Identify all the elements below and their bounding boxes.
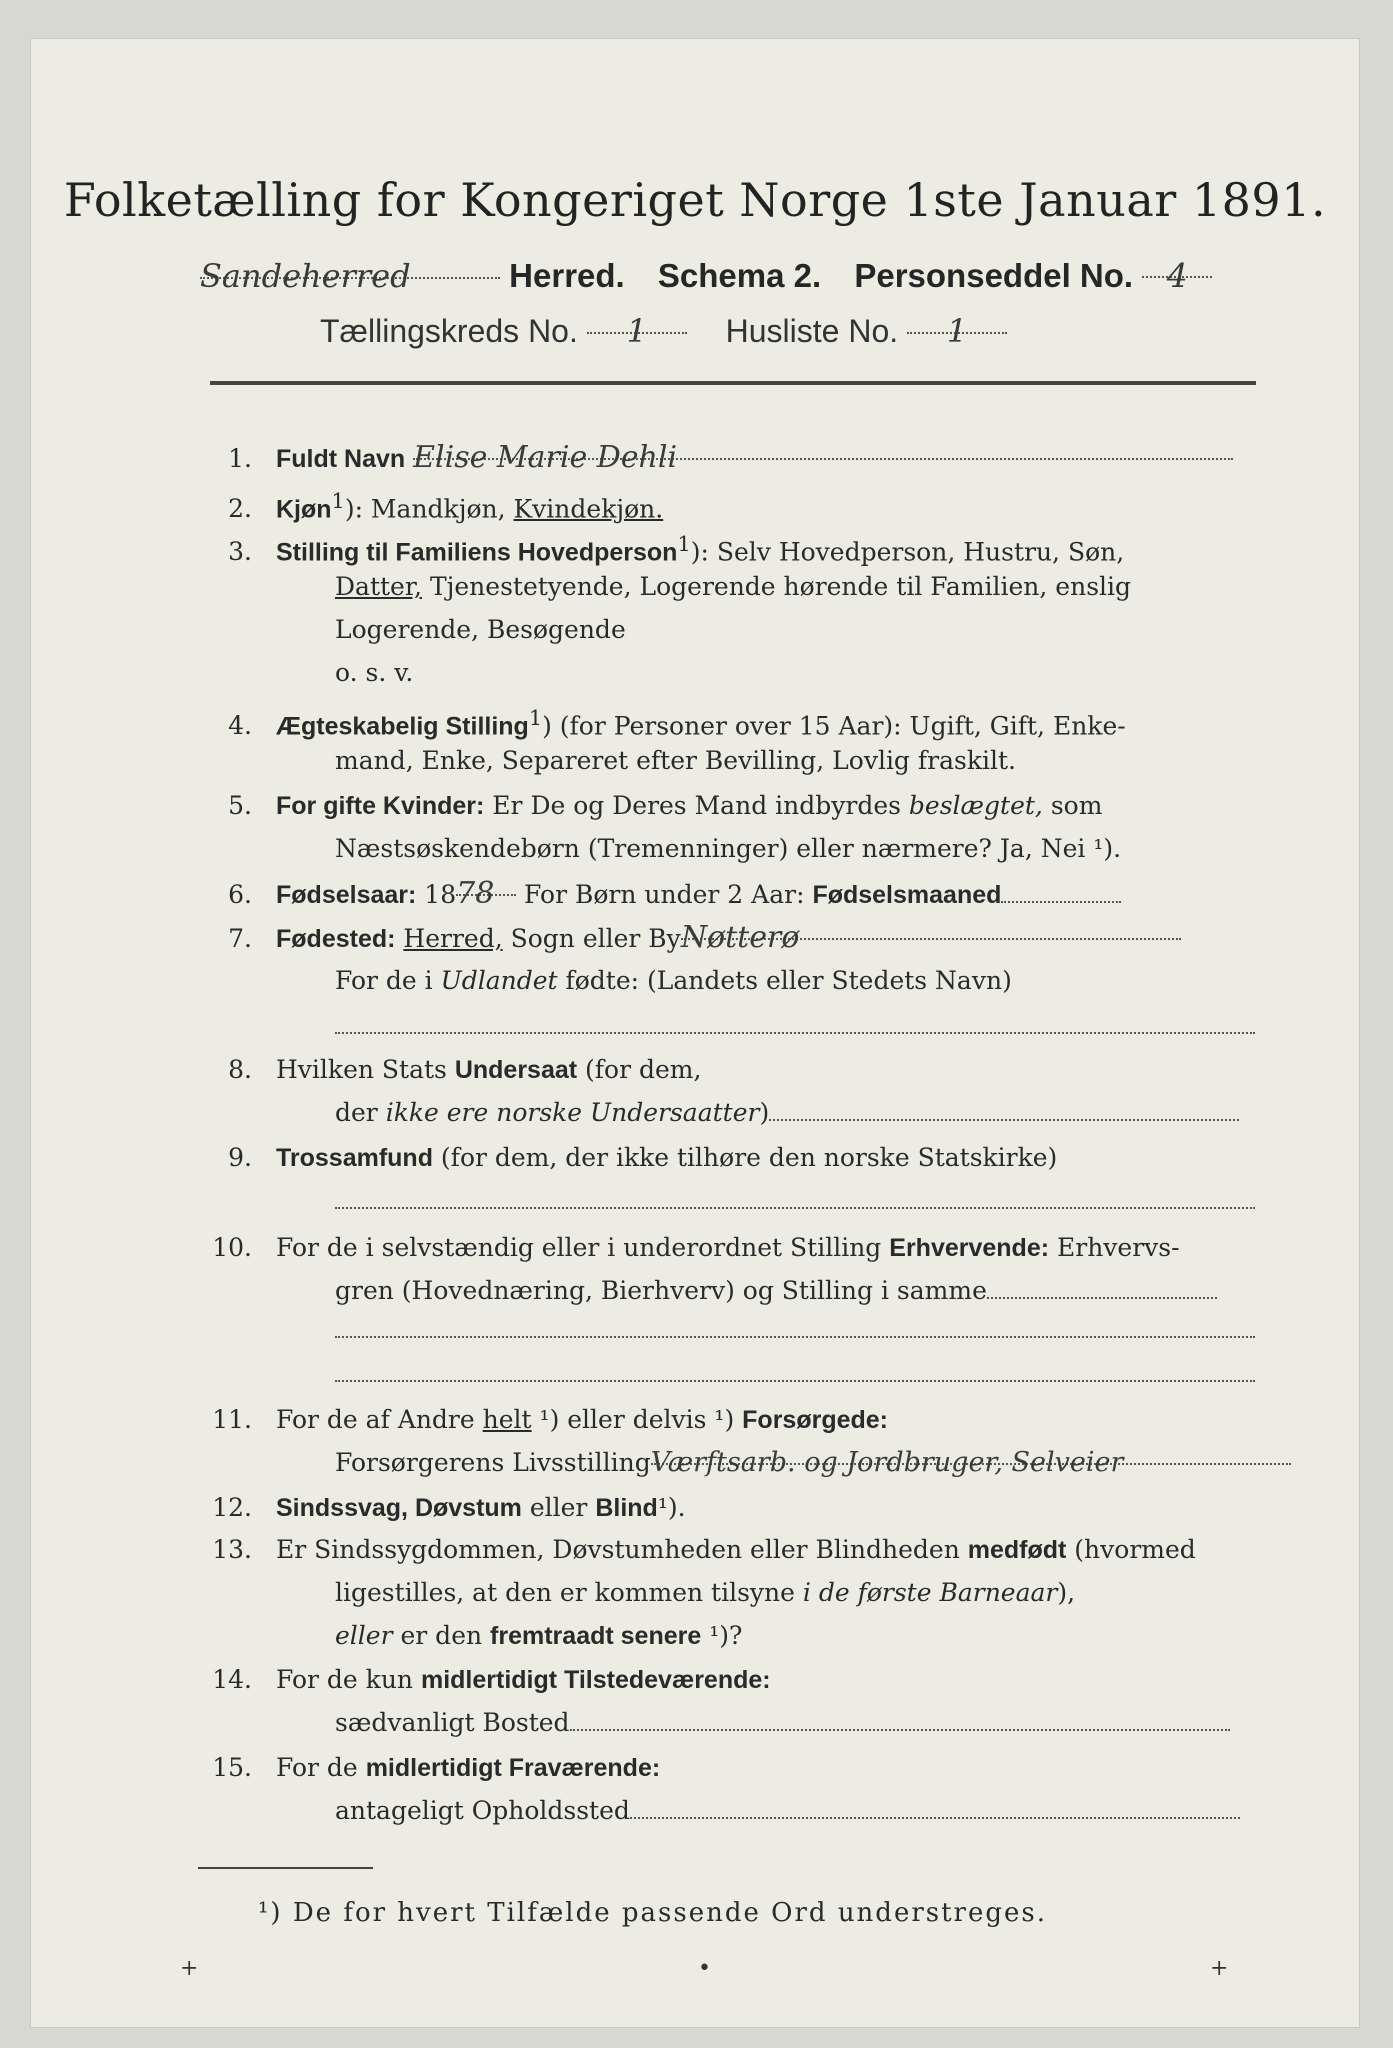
personseddel-label: Personseddel No. [854,257,1134,294]
item-8-text1a: Hvilken Stats [276,1055,455,1084]
item-7-blank-line [335,1031,1255,1034]
item-1-num: 1. [228,444,252,473]
item-11-num: 11. [212,1405,252,1434]
item-5 [200,786,1240,826]
item-15-label: midlertidigt Fraværende: [365,1754,661,1782]
item-13-text1b: (hvormed [1066,1535,1196,1564]
item-6-label2: Fødselsmaaned [812,881,1002,909]
item-6-year: 78 [456,874,516,896]
item-2-num: 2. [228,494,252,524]
item-8-dotfill [769,1099,1239,1121]
item-2 [200,481,1240,529]
item-8-text1b: (for dem, [577,1055,702,1084]
personseddel-no: 4 [1142,256,1212,278]
item-13-line2 [335,1573,1075,1613]
item-5-num: 5. [228,791,252,820]
item-3-num: 3. [228,537,252,567]
item-12-label2: Blind [595,1494,658,1522]
item-7-italic2: Udlandet [440,966,558,995]
item-8-text2a: der [335,1098,386,1127]
item-10-label: Erhvervende: [889,1234,1050,1262]
item-7-line2 [335,961,1012,1001]
footnote: ¹) De for hvert Tilfælde passende Ord understreges. [258,1898,1048,1928]
item-7-num: 7. [228,924,252,953]
item-8-italic2: ikke ere norske Undersaatter [385,1098,760,1127]
item-13-italic3: eller [335,1621,393,1650]
item-14-line2 [335,1703,1230,1743]
item-9-blank-line [335,1206,1255,1209]
item-6-label: Fødselsaar: [276,881,417,909]
item-3-text2: Tjenestetyende, Logerende hørende til Familien, enslig [422,572,1132,601]
item-6-num: 6. [228,880,252,909]
item-13-label3: fremtraadt senere [490,1622,702,1650]
item-10-text1b: Erhvervs- [1049,1233,1180,1262]
item-3-sup: 1 [677,532,691,556]
item-14-text1: For de kun [276,1665,421,1694]
item-7-answer: Nøtterø [681,918,1181,940]
item-13-text3a: er den [392,1621,491,1650]
item-15-text1: For de [276,1753,366,1782]
item-7-text: Sogn eller By [502,924,681,953]
item-11-text1a: For de af Andre [276,1405,483,1434]
item-4 [200,698,1240,746]
kreds-no: 1 [587,312,687,334]
schema-label: Schema 2. [657,257,822,294]
item-11-underlined: helt [482,1405,532,1434]
item-3-line2 [335,567,1131,607]
item-10 [200,1228,1240,1268]
item-13-text1a: Er Sindssygdommen, Døvstumheden eller Blindheden [276,1535,968,1564]
item-13-text2b: ), [1057,1578,1076,1607]
item-4-label: Ægteskabelig Stilling [276,712,529,741]
item-6-dotfill [1001,881,1121,903]
footnote-rule [198,1867,373,1869]
form-title: Folketælling for Kongeriget Norge 1ste Januar 1891. [63,173,1327,227]
registration-mark-left-icon: + [180,1956,199,1981]
item-9-num: 9. [228,1143,252,1172]
item-2-sup: 1 [331,489,345,513]
item-8-label: Undersaat [454,1056,578,1084]
item-2-label: Kjøn [276,495,332,524]
registration-mark-center-icon: • [698,1956,711,1981]
item-11-answer: Værftsarb. og Jordbruger, Selveier [651,1443,1291,1465]
item-14 [200,1660,1240,1700]
herred-handwritten: Sandeherred [200,257,500,279]
item-5-text1b: som [1042,791,1103,820]
item-7-text2b: fødte: (Landets eller Stedets Navn) [557,966,1012,995]
item-13-label: medfødt [967,1536,1067,1564]
item-14-label: midlertidigt Tilstedeværende: [420,1666,771,1694]
item-13-text3b: ¹)? [701,1621,743,1650]
item-12 [200,1488,1240,1528]
item-10-dotfill [987,1277,1217,1299]
item-5-line2: Næstsøskendebørn (Tremenninger) eller nærmere? Ja, Nei ¹). [335,834,1122,863]
registration-mark-right-icon: + [1210,1956,1229,1981]
item-12-tail: ¹). [657,1493,686,1522]
item-10-blank-line-1 [335,1335,1255,1338]
herred-label: Herred. [509,257,625,294]
item-7-label: Fødested: [276,925,396,953]
item-6 [200,874,1240,915]
item-1-label: Fuldt Navn [276,445,406,473]
item-9-text: (for dem, der ikke tilhøre den norske Statskirke) [432,1143,1058,1172]
item-11-label: Forsørgede: [742,1406,889,1434]
item-6-prefix: 18 [416,880,457,909]
item-15 [200,1748,1240,1788]
item-15-num: 15. [212,1753,252,1782]
item-2-text: ): Mandkjøn, [344,494,514,524]
item-15-line2 [335,1791,1240,1831]
item-14-dotfill [570,1709,1230,1731]
item-3 [200,524,1240,572]
item-3-text1: ): Selv Hovedperson, Hustru, Søn, [690,537,1125,567]
header-rule [210,381,1256,385]
item-8-num: 8. [228,1055,252,1084]
item-3-underlined: Datter, [335,572,422,601]
item-12-text: eller [521,1493,596,1522]
item-5-text1a: Er De og Deres Mand indbyrdes [484,791,909,820]
item-9 [200,1138,1240,1178]
item-7-underlined: Herred, [403,924,503,953]
item-4-num: 4. [228,711,252,741]
item-7 [200,918,1240,959]
item-5-label: For gifte Kvinder: [276,792,485,820]
item-3-line4: o. s. v. [335,658,414,687]
item-11-text2: Forsørgerens Livsstilling [335,1448,651,1477]
item-11-line2 [335,1443,1291,1483]
husliste-label: Husliste No. [725,313,899,349]
kreds-label: Tællingskreds No. [320,313,578,349]
item-3-label: Stilling til Familiens Hovedperson [276,538,678,567]
item-2-underlined: Kvindekjøn. [513,494,664,524]
item-13 [200,1530,1240,1570]
item-1-answer: Elise Marie Dehli [413,438,1233,460]
item-9-label: Trossamfund [276,1144,433,1172]
item-5-italic: beslægtet, [908,791,1043,820]
item-13-italic2: i de første Barneaar [802,1578,1058,1607]
item-6-text: For Børn under 2 Aar: [516,880,813,909]
item-7-text2a: For de i [335,966,441,995]
item-8-text2b: ) [759,1098,770,1127]
item-10-text2: gren (Hovednæring, Bierhverv) og Stilling i samme [335,1276,987,1305]
item-15-dotfill [630,1797,1240,1819]
item-13-text2a: ligestilles, at den er kommen tilsyne [335,1578,803,1607]
item-10-line2 [335,1271,1217,1311]
kreds-line [320,312,1007,350]
item-8-line2 [335,1093,1239,1133]
item-4-line2: mand, Enke, Separeret efter Bevilling, Lovlig fraskilt. [335,746,1016,775]
item-12-label: Sindssvag, Døvstum [276,1494,522,1522]
item-10-blank-line-2 [335,1379,1255,1382]
item-13-line3 [335,1616,742,1656]
item-4-sup: 1 [528,706,543,730]
item-14-text2: sædvanligt Bosted [335,1708,570,1737]
item-10-num: 10. [212,1233,252,1262]
item-10-text1: For de i selvstændig eller i underordnet Stilling [276,1233,890,1262]
item-11 [200,1400,1240,1440]
item-15-text2: antageligt Opholdssted [335,1796,630,1825]
item-12-num: 12. [212,1493,252,1522]
census-form [30,38,1360,2028]
item-13-num: 13. [212,1535,252,1564]
item-11-text1b: ¹) eller delvis ¹) [531,1405,743,1434]
item-3-line3: Logerende, Besøgende [335,615,626,644]
husliste-no: 1 [907,312,1007,334]
item-1 [200,438,1240,479]
herred-line [200,256,1212,295]
item-14-num: 14. [212,1665,252,1694]
item-4-text1: ) (for Personer over 15 Aar): Ugift, Gift, Enke- [542,711,1126,741]
item-8 [200,1050,1240,1090]
